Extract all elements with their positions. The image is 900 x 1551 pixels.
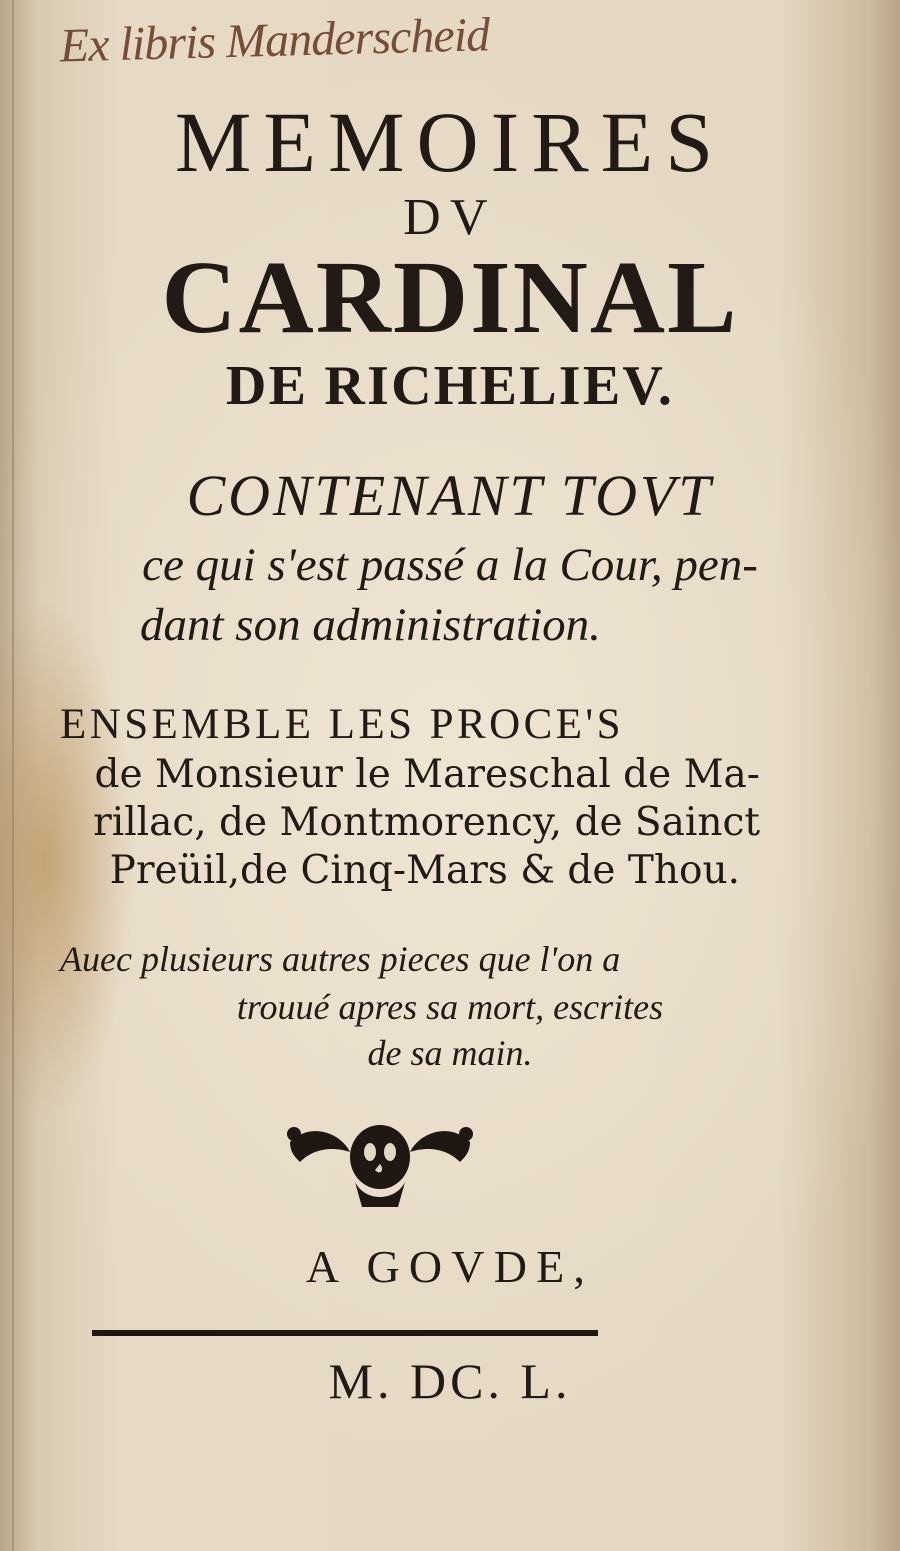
imprint-rule bbox=[92, 1330, 598, 1336]
ensemble-heading: ENSEMBLE LES PROCE'S bbox=[60, 701, 624, 748]
subtitle-line-3: dant son administration. bbox=[140, 599, 601, 651]
title-line-memoires: MEMOIRES bbox=[174, 94, 726, 190]
avec-line-3: de sa main. bbox=[367, 1033, 533, 1073]
ensemble-line-4: Preüil,de Cinq-Mars & de Thou. bbox=[109, 848, 740, 893]
subtitle-contenant: CONTENANT TOVT bbox=[186, 463, 714, 528]
title-line-richelieu: DE RICHELIEV. bbox=[225, 355, 675, 417]
title-line-cardinal: CARDINAL bbox=[161, 240, 739, 355]
imprint-year: M. DC. L. bbox=[328, 1353, 572, 1409]
printers-ornament-icon bbox=[280, 1112, 480, 1212]
avec-line-2: trouué apres sa mort, escrites bbox=[236, 987, 664, 1027]
ensemble-line-2: de Monsieur le Mareschal de Ma- bbox=[94, 752, 760, 797]
avec-line-1: Auec plusieurs autres pieces que l'on a bbox=[60, 939, 621, 979]
handwritten-inscription: Ex libris Manderscheid bbox=[59, 8, 490, 73]
imprint-place: A GOVDE, bbox=[305, 1241, 595, 1292]
title-line-dv: DV bbox=[403, 189, 497, 246]
ensemble-line-3: rillac, de Montmorency, de Sainct bbox=[93, 800, 760, 845]
subtitle-line-2: ce qui s'est passé a la Cour, pen- bbox=[142, 539, 758, 591]
